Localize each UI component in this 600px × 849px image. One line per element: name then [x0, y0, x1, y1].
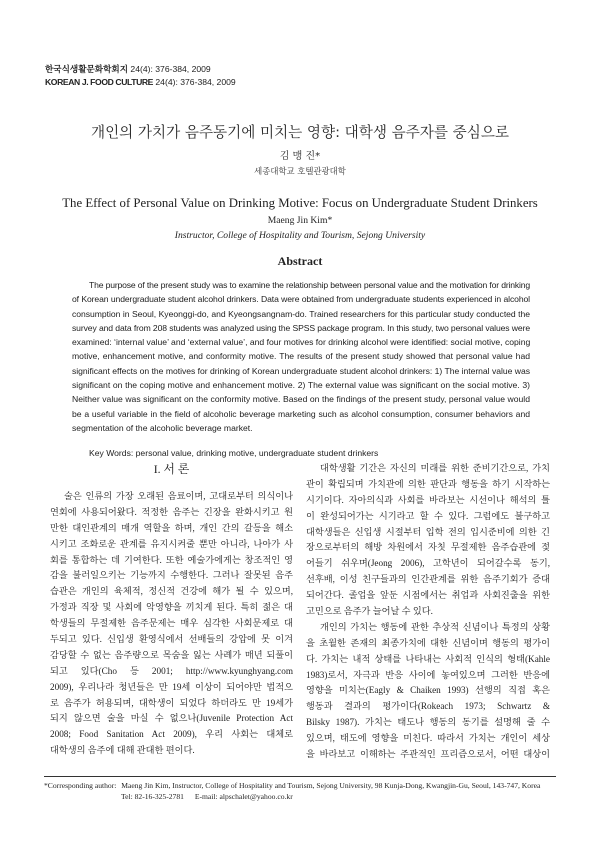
right-column-line: 영향을 미치는(Eagly & Chaiken 1993) 선행의 직접 혹은 — [306, 685, 550, 696]
right-column-line: 이 완성되어가는 시기라고 할 수 있다. 그럼에도 불구하고 — [306, 510, 550, 521]
right-column-line: 다. 가치는 내적 상태를 나타내는 사회적 인식의 형태(Kahle — [306, 653, 550, 664]
left-column-line: 만한 대인관계의 매개 역할을 하며, 개인 간의 갈등을 해소 — [50, 522, 293, 533]
left-column-line: 습관은 개인의 육체적, 정신적 건강에 해가 될 수 있으며, — [50, 586, 293, 597]
abstract-line: segmentation of the alcoholic beverage market. — [72, 422, 253, 433]
journal-name-ko: 한국식생활문화학회지 — [45, 64, 129, 74]
paper-title-en: The Effect of Personal Value on Drinking Motive: Focus on Undergraduate Student Drinkers — [62, 196, 538, 210]
left-column-line: 감당할 수 없는 음주량으로 목숨을 잃는 사례가 매년 되풀이 — [50, 649, 293, 660]
footnote-author-line — [44, 780, 556, 791]
left-column-line: 회를 통합하는 데 기여한다. 또한 예술가에게는 창조적인 영 — [50, 554, 293, 565]
abstract-line: consumption in Seoul, Kyeonggi-do, and Kyeongsangnam-do. Trained researchers for this particular study conducted the — [72, 308, 530, 319]
right-column-line: 시기이다. 자아의식과 사회를 바라보는 시선이나 해석의 틀 — [306, 494, 550, 505]
abstract-line: of Korean undergraduate student alcohol drinkers. Data were obtained from undergraduate students experienced in alcohol — [72, 294, 530, 305]
journal-citation-ko: 24(4): 376-384, 2009 — [130, 64, 211, 74]
right-column-line: 을 초월한 존재의 최종가치에 대한 신념이며 행동의 평가이 — [306, 637, 550, 648]
paper-title-ko: 개인의 가치가 음주동기에 미치는 영향: 대학생 음주자를 중심으로 — [90, 124, 510, 141]
abstract-line: The purpose of the present study was to examine the relationship between personal value and the motivation for drinking — [89, 280, 530, 290]
right-column-line: 고민으로 음주가 늘어날 수 있다. — [306, 606, 433, 617]
abstract-line: Neither value was significant on the conformity motive. Based on the findings of the present study, personal value would — [72, 394, 530, 405]
left-column-line: 대학생의 음주에 대해 관대한 편이다. — [50, 745, 195, 756]
abstract-heading: Abstract — [277, 254, 323, 268]
author-name-ko: 김 맹 진* — [279, 151, 321, 162]
right-column-line: 장으로부터의 해방 차원에서 자칫 무절제한 음주습관에 젖 — [306, 542, 550, 553]
abstract-line: examined: ‘internal value’ and ‘external value’, and four motives for drinking alcohol were identified: social motive, coping — [72, 337, 531, 348]
right-column-line: 선후배, 이성 친구들과의 인간관계를 위한 음주기회가 증대 — [306, 574, 550, 585]
right-column-line: 을 바라보고 이해하는 주관적인 프리즘으로서, 어떤 대상이 — [306, 749, 550, 760]
left-column-line: 학생들의 무절제한 음주문제는 매우 심각한 사회문제로 대 — [50, 618, 293, 629]
abstract-line: be a useful variable in the field of alcoholic beverage marketing such as alcohol consumption, consumer behaviors and — [72, 408, 530, 419]
abstract-body — [72, 278, 530, 435]
footnote-divider — [44, 776, 556, 777]
abstract-line: significant effects on the motives for drinking of Korean undergraduate student alcohol drinkers: 1) The internal value was — [72, 365, 530, 376]
right-column-line: 대학생들은 신입생 시절부터 입학 전의 입시준비에 의한 긴 — [306, 526, 550, 537]
keywords-list: personal value, drinking motive, undergraduate student drinkers — [135, 448, 379, 458]
abstract-line: survey and data from 208 students was analyzed using the SPSS package program. In this study, two personal values were — [72, 322, 530, 333]
right-column-line: Bilsky 1987). 가치는 태도나 행동의 동기를 설명해 줄 수 — [306, 717, 550, 728]
footnote-contact-line — [121, 791, 556, 802]
left-column-line: 2008; Food Sanitation Act 2009), 우리 사회는 대체로 — [50, 729, 293, 740]
keywords-label: Key Words: — [89, 448, 134, 458]
journal-name-en: KOREAN J. FOOD CULTURE — [45, 76, 154, 87]
right-column — [306, 461, 550, 763]
left-column-line: 감을 불러일으키는 기능까지 수행한다. 그러나 잘못된 음주 — [50, 570, 293, 581]
left-column-line: 시키고 조화로운 관계를 유지시켜줄 뿐만 아니라, 나아가 사 — [50, 538, 293, 549]
left-column-line: 되고 있다(Cho 등 2001; http://www.kyunghyang.com — [50, 665, 293, 676]
author-affiliation-en: Instructor, College of Hospitality and Tourism, Sejong University — [174, 230, 426, 241]
left-column-line: 가정과 직장 및 사회에 악영향을 끼치게 된다. 특히 젊은 대 — [50, 602, 293, 613]
journal-header — [45, 63, 236, 88]
left-column-line: 2009), 우리나라 청년들은 만 19세 이상이 되어야만 법적으 — [50, 681, 293, 692]
right-column-line: 개인의 가치는 행동에 관한 추상적 신념이나 특정의 상황 — [320, 621, 550, 632]
left-column — [50, 489, 293, 759]
section-heading: I. 서 론 — [153, 462, 190, 476]
right-column-line: 어들기 쉬우며(Jeong 2006), 고학년이 되어갈수록 동기, — [306, 558, 550, 569]
left-column-line: 술은 인류의 가장 오래된 음료이며, 고대로부터 의식이나 — [64, 491, 293, 501]
left-column-line: 연회에 사용되어왔다. 적정한 음주는 긴장을 완화시키고 원 — [50, 506, 293, 517]
footnote-label: *Corresponding author: — [44, 781, 117, 790]
right-column-line: 있으며, 태도에 영향을 미친다. 따라서 가치는 개인이 세상 — [306, 733, 550, 744]
keywords — [89, 446, 529, 460]
left-column-line: 되지 않으면 술을 마실 수 없으나(Juvenile Protection Act — [50, 713, 293, 724]
footnote-telephone: Tel: 82-16-325-2781 — [121, 792, 184, 801]
left-column-line: 두되고 있다. 신입생 환영식에서 선배들의 강압에 못 이겨 — [50, 634, 293, 645]
right-column-line: 1983)로서, 자극과 반응 사이에 놓여있으며 그러한 반응에 — [306, 669, 550, 680]
right-column-line: 행동과 결과의 평가이다(Rokeach 1973; Schwartz & — [306, 701, 550, 712]
journal-line-en — [45, 76, 236, 89]
footnote-author-details: Maeng Jin Kim, Instructor, College of Hospitality and Tourism, Sejong University, 98 Kunja-Dong, Kwangjin-Gu, Seoul, 143-747, Korea — [121, 781, 541, 790]
journal-line-ko — [45, 63, 236, 76]
abstract-line: motive, enhancement motive, and conformity motive. The results of the present study showed that personal value had — [72, 351, 530, 362]
right-column-line: 대학생활 기간은 자신의 미래를 위한 준비기간으로, 가치 — [320, 463, 550, 473]
right-column-line: 되어간다. 졸업을 앞둔 시점에서는 취업과 사회진출을 위한 — [306, 590, 550, 601]
author-name-en: Maeng Jin Kim* — [267, 215, 333, 226]
abstract-line: significant on the coping motive and enhancement motive. 2) The external value was significant on the social motive. 3) — [72, 380, 530, 391]
author-affiliation-ko: 세종대학교 호텔관광대학 — [254, 166, 346, 176]
journal-citation-en: 24(4): 376-384, 2009 — [155, 76, 236, 87]
right-column-line: 관이 확립되며 가치관에 의한 판단과 행동을 하기 시작하는 — [306, 478, 550, 489]
left-column-line: 로 음주가 허용되며, 대학생이 되었다 하더라도 만 19세가 — [50, 697, 293, 708]
footnote-email: E-mail: alpschalet@yahoo.co.kr — [194, 792, 293, 801]
